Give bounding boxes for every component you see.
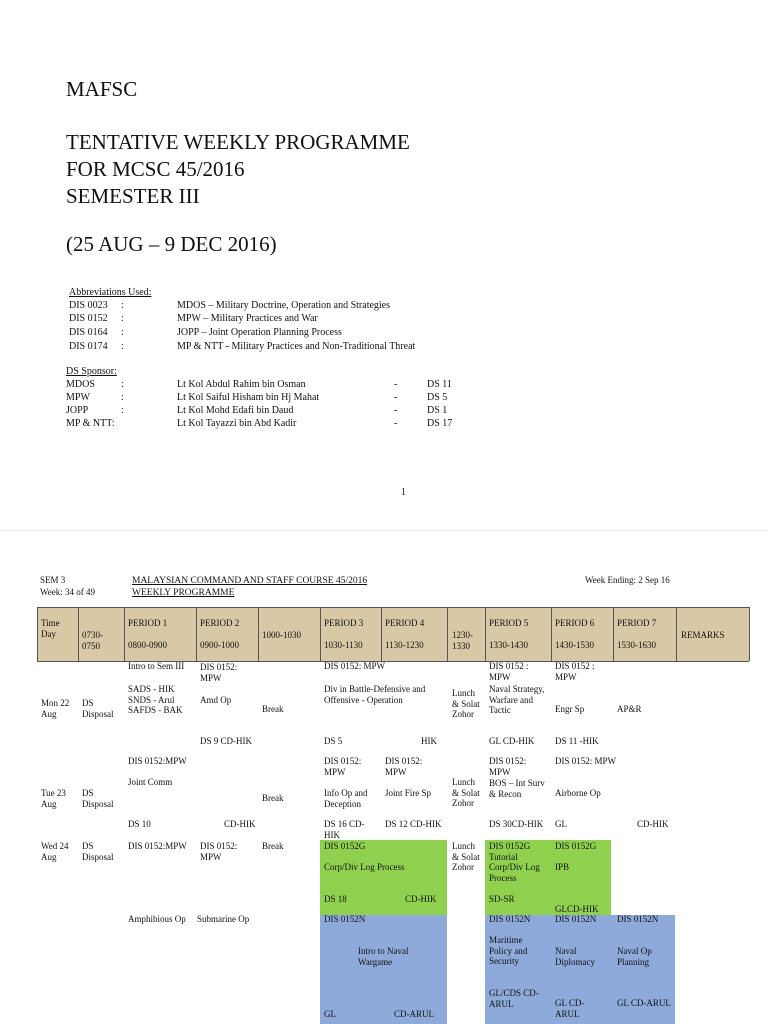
wed-day: Wed 24 Aug xyxy=(41,841,69,862)
mon-break: Break xyxy=(262,704,284,714)
sem-label: SEM 3 xyxy=(40,575,66,585)
tue-p1c: DS 10 xyxy=(128,819,151,829)
wed-b6c: GL CD-ARUL xyxy=(555,998,585,1019)
grid-line xyxy=(447,607,448,661)
mon-p1a: Intro to Sem III xyxy=(128,661,185,671)
wed-p2b: Submarine Op xyxy=(197,914,250,924)
header-remarks: REMARKS xyxy=(681,630,725,640)
sponsor-sep: : xyxy=(121,379,124,390)
sponsor-subject: MPW xyxy=(66,392,90,403)
tue-lunch: Lunch & Solat Zohor xyxy=(452,777,480,808)
header-p2: PERIOD 2 xyxy=(200,618,240,628)
wed-b5c: GL/CDS CD-ARUL xyxy=(489,988,539,1009)
grid-line xyxy=(124,607,125,661)
wed-p1b: Amphibious Op xyxy=(128,914,186,924)
header-time-day: Time Day xyxy=(41,618,60,639)
tue-p5a: DIS 0152: MPW xyxy=(489,756,527,777)
grid-line xyxy=(613,607,614,661)
header-p4-time: 1130-1230 xyxy=(385,640,424,650)
sponsor-dash: - xyxy=(394,392,398,403)
wed-g5c: SD-SR xyxy=(489,894,515,904)
wed-g34b: Corp/Div Log Process xyxy=(324,862,405,872)
tue-p4b: Joint Fire Sp xyxy=(385,788,432,798)
header-p1-time: 0800-0900 xyxy=(128,640,167,650)
header-p3-time: 1030-1130 xyxy=(324,640,363,650)
wed-g34a: DIS 0152G xyxy=(324,841,366,851)
sponsor-name: Lt Kol Abdul Rahim bin Osman xyxy=(177,379,306,390)
header-p5: PERIOD 5 xyxy=(489,618,529,628)
grid-line xyxy=(551,607,552,661)
sponsor-ds: DS 1 xyxy=(427,405,448,416)
grid-line xyxy=(320,607,321,661)
week-ending: Week Ending: 2 Sep 16 xyxy=(585,575,670,585)
header-p6-time: 1430-1530 xyxy=(555,640,594,650)
wed-b6b: Naval Diplomacy xyxy=(555,946,595,967)
tue-p6b: Airborne Op xyxy=(555,788,601,798)
abbrev-desc: MP & NTT - Military Practices and Non-Traditional Threat xyxy=(177,341,416,352)
wed-lunch: Lunch & Solat Zohor xyxy=(452,841,480,872)
tue-ds: DS Disposal xyxy=(82,788,114,809)
grid-line xyxy=(37,607,38,661)
grid-line xyxy=(37,607,749,608)
page-number: 1 xyxy=(401,487,406,498)
wed-b5b: Maritime Policy and Security xyxy=(489,935,528,966)
wed-g6a: DIS 0152G xyxy=(555,841,597,851)
tue-p4c: DS 12 CD-HIK xyxy=(385,819,442,829)
mon-p2c: DS 9 CD-HIK xyxy=(200,736,253,746)
wed-b34c: GL xyxy=(324,1009,336,1019)
abbrev-code: DIS 0152 xyxy=(69,313,108,324)
abbrev-desc: MDOS – Military Doctrine, Operation and Strategies xyxy=(177,300,391,311)
tue-p1b: Joint Comm xyxy=(128,777,173,787)
wed-g6c: GLCD-HIK xyxy=(555,904,599,914)
grid-line xyxy=(485,607,486,661)
mon-day: Mon 22 Aug xyxy=(41,698,70,719)
abbrev-code: DIS 0174 xyxy=(69,341,108,352)
wed-b34b-text: Intro to Naval Wargame xyxy=(358,946,409,967)
tue-p7c: CD-HIK xyxy=(637,819,669,829)
wed-b34b xyxy=(324,946,444,967)
wed-ds: DS Disposal xyxy=(82,841,114,862)
tue-p3a: DIS 0152: MPW xyxy=(324,756,362,777)
mon-p5c: GL CD-HIK xyxy=(489,736,535,746)
header-p4: PERIOD 4 xyxy=(385,618,425,628)
wed-p1a: DIS 0152:MPW xyxy=(128,841,187,851)
page-separator xyxy=(0,530,768,531)
tue-p1a: DIS 0152:MPW xyxy=(128,756,187,766)
date-range: (25 AUG – 9 DEC 2016) xyxy=(66,232,277,256)
wed-b6a: DIS 0152N xyxy=(555,914,597,924)
mon-lunch: Lunch & Solat Zohor xyxy=(452,688,480,719)
header-p3: PERIOD 3 xyxy=(324,618,364,628)
abbrev-sep: : xyxy=(121,327,124,338)
header-p5-time: 1330-1430 xyxy=(489,640,528,650)
tue-p3c: DS 16 CD-HIK xyxy=(324,819,365,840)
abbrev-code: DIS 0023 xyxy=(69,300,108,311)
sponsor-name: Lt Kol Saiful Hisham bin Hj Mahat xyxy=(177,392,320,403)
abbrev-code: DIS 0164 xyxy=(69,327,108,338)
mon-p6c: DS 11 -HIK xyxy=(555,736,599,746)
header-lunch: 1230-1330 xyxy=(452,630,473,651)
mon-p2a: DIS 0152: MPW xyxy=(200,662,238,683)
grid-line xyxy=(258,607,259,661)
title-line-3: SEMESTER III xyxy=(66,184,200,208)
tue-p5b: BOS – Int Surv & Recon xyxy=(489,778,545,799)
tue-break: Break xyxy=(262,793,284,803)
course-title: MALAYSIAN COMMAND AND STAFF COURSE 45/2016 xyxy=(132,576,368,586)
header-p6: PERIOD 6 xyxy=(555,618,595,628)
wed-break: Break xyxy=(262,841,284,851)
grid-line xyxy=(196,607,197,661)
tue-p4a: DIS 0152: MPW xyxy=(385,756,423,777)
grid-line xyxy=(676,607,677,661)
abbrev-sep: : xyxy=(121,341,124,352)
tue-p5c: DS 30CD-HIK xyxy=(489,819,544,829)
sponsor-ds: DS 5 xyxy=(427,392,448,403)
mon-p5b: Naval Strategy, Warfare and Tactic xyxy=(489,684,545,715)
tue-p6a: DIS 0152: MPW xyxy=(555,756,617,766)
mon-ds: DS Disposal xyxy=(82,698,114,719)
wed-b7c: GL CD-ARUL xyxy=(617,998,671,1008)
header-p7: PERIOD 7 xyxy=(617,618,657,628)
abbrev-sep: : xyxy=(121,300,124,311)
sponsor-name: Lt Kol Mohd Edafi bin Daud xyxy=(177,405,294,416)
sponsor-dash: - xyxy=(394,418,398,429)
mon-p34c: DS 5 xyxy=(324,736,343,746)
wed-p2a: DIS 0152: MPW xyxy=(200,841,238,862)
abbrev-heading: Abbreviations Used: xyxy=(69,287,152,298)
abbrev-desc: MPW – Military Practices and War xyxy=(177,313,318,324)
abbrev-desc: JOPP – Joint Operation Planning Process xyxy=(177,327,342,338)
sponsor-subject: JOPP xyxy=(66,405,89,416)
sponsor-ds: DS 17 xyxy=(427,418,453,429)
sponsor-subject: MP & NTT: xyxy=(66,418,115,429)
header-0730: 0730-0750 xyxy=(82,630,103,651)
grid-line xyxy=(381,607,382,661)
mon-p6a: DIS 0152 : MPW xyxy=(555,661,595,682)
header-p2-time: 0900-1000 xyxy=(200,640,239,650)
org-name: MAFSC xyxy=(66,77,138,101)
grid-line xyxy=(78,607,79,661)
sponsor-heading: DS Sponsor: xyxy=(66,366,117,377)
tue-p2c: CD-HIK xyxy=(224,819,256,829)
table-header-row xyxy=(37,607,749,661)
header-break: 1000-1030 xyxy=(262,630,301,640)
mon-p6b: Engr Sp xyxy=(555,704,585,714)
sponsor-dash: - xyxy=(394,379,398,390)
wed-g5a: DIS 0152G Tutorial Corp/Div Log Process xyxy=(489,841,540,883)
mon-p34d: HIK xyxy=(421,736,437,746)
tue-p3b: Info Op and Deception xyxy=(324,788,368,809)
wed-b5a: DIS 0152N xyxy=(489,914,531,924)
sponsor-ds: DS 11 xyxy=(427,379,452,390)
tue-p6c: GL xyxy=(555,819,567,829)
sponsor-sep: : xyxy=(121,392,124,403)
header-p1: PERIOD 1 xyxy=(128,618,168,628)
wed-b7b: Naval Op Planning xyxy=(617,946,652,967)
sponsor-dash: - xyxy=(394,405,398,416)
wed-b7a: DIS 0152N xyxy=(617,914,659,924)
title-line-2: FOR MCSC 45/2016 xyxy=(66,157,245,181)
abbrev-sep: : xyxy=(121,313,124,324)
mon-p2b: Amd Op xyxy=(200,695,232,705)
sponsor-sep: : xyxy=(121,405,124,416)
mon-p1b: SADS - HIK SNDS - Arul SAFDS - BAK xyxy=(128,684,183,715)
header-p7-time: 1530-1630 xyxy=(617,640,656,650)
wed-g34d: CD-HIK xyxy=(405,894,437,904)
wed-g6b: IPB xyxy=(555,862,570,872)
sponsor-name: Lt Kol Tayazzi bin Abd Kadir xyxy=(177,418,297,429)
wed-g34c: DS 18 xyxy=(324,894,347,904)
grid-line xyxy=(749,607,750,661)
sponsor-subject: MDOS xyxy=(66,379,95,390)
title-line-1: TENTATIVE WEEKLY PROGRAMME xyxy=(66,130,410,154)
mon-p34a: DIS 0152: MPW xyxy=(324,661,386,671)
programme-label: WEEKLY PROGRAMME xyxy=(132,588,235,598)
mon-p5a: DIS 0152 : MPW xyxy=(489,661,529,682)
wed-b34a: DIS 0152N xyxy=(324,914,366,924)
blue-block-p34 xyxy=(320,915,447,1024)
mon-p7b: AP&R xyxy=(617,704,642,714)
mon-p34b: Div in Battle-Defensive and Offensive - Operation xyxy=(324,684,426,705)
tue-day: Tue 23 Aug xyxy=(41,788,66,809)
week-label: Week: 34 of 49 xyxy=(40,587,96,597)
wed-b34d: CD-ARUL xyxy=(394,1009,434,1019)
